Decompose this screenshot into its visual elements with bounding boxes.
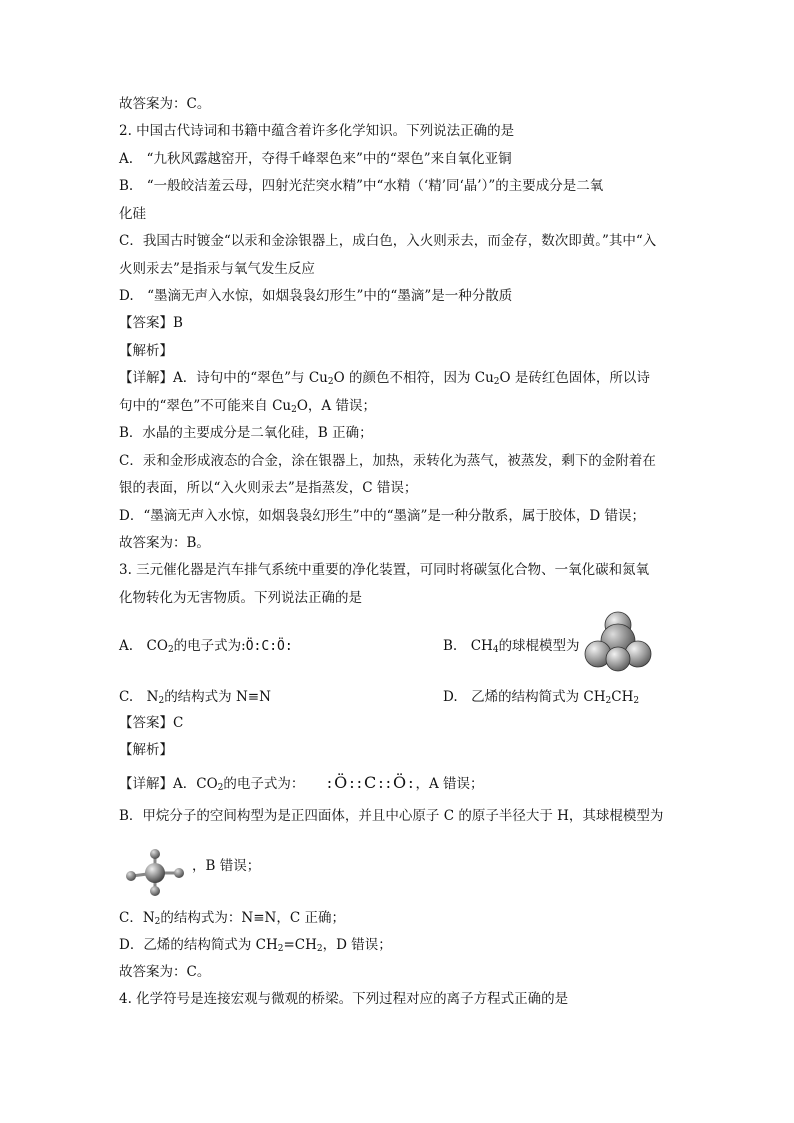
- q2-answer: 【答案】B: [119, 315, 183, 331]
- q2-option-d: D. “墨滴无声入水惊，如烟袅袅幻形生”中的“墨滴”是一种分散质: [119, 288, 513, 304]
- q2-detail-line5: 银的表面，所以“入火则汞去”是指蒸发，C 错误；: [119, 480, 418, 496]
- q2-detail-line2: 句中的“翠色”不可能来自 $Cu_2O$，A 错误；: [119, 398, 376, 415]
- q3-detail-line3: ，B 错误；: [192, 858, 261, 874]
- q2-detail-line6: D．“墨滴无声入水惊，如烟袅袅幻形生”中的“墨滴”是一种分散系，属于胶体，D 错误；: [119, 508, 646, 524]
- q3-answer-tail: 故答案为：C。: [119, 964, 211, 980]
- q3-answer: 【答案】C: [119, 715, 184, 731]
- co2-lewis-formula-large: :Ö::C::Ö:: [326, 773, 416, 792]
- q2-option-b-line2: 化硅: [119, 206, 146, 222]
- co2-lewis-formula-small: Ö:C:Ö:: [245, 639, 293, 654]
- q3-option-b: B. $CH_4$的球棍模型为: [443, 638, 580, 655]
- q2-option-c-line1: C．我国古时镀金“以汞和金涂银器上，成白色，入火则汞去，而金存，数次即黄。”其中“入: [119, 233, 657, 249]
- q4-stem: 4. 化学符号是连接宏观与微观的桥梁。下列过程对应的离子方程式正确的是: [119, 991, 569, 1007]
- q2-detail-line1: 【详解】A．诗句中的“翠色”与 $Cu_2O$ 的颜色不相符，因为 $Cu_2O$ 是砖红色固体，所以诗: [119, 370, 650, 387]
- q3-detail-line5: D．乙烯的结构简式为 $CH_2=CH_2$，D 错误；: [119, 937, 392, 954]
- q3-option-a: A. $CO_2$的电子式为:Ö:C:Ö:: [119, 638, 293, 655]
- q3-option-c: C. $N_2$的结构式为 N≡N: [119, 689, 271, 706]
- q2-detail-line4: C．汞和金形成液态的合金，涂在银器上，加热，汞转化为蒸气，被蒸发，剩下的金附着在: [119, 453, 656, 469]
- q3-stem-line1: 3. 三元催化器是汽车排气系统中重要的净化装置，可同时将碳氢化合物、一氧化碳和氮氧: [119, 562, 650, 578]
- ch4-ball-stick-model-image: [122, 848, 188, 898]
- q2-option-b-line1: B. “一般皎洁羞云母，四射光茫突水精”中“水精（‘精’同‘晶’）”的主要成分是二氧: [119, 178, 604, 194]
- q3-detail-line1: 【详解】A．$CO_2$的电子式为： :Ö::C::Ö:，A 错误；: [119, 773, 484, 793]
- q3-detail-line2: B．甲烷分子的空间构型为是正四面体，并且中心原子 C 的原子半径大于 H，其球棍模型为: [119, 808, 664, 824]
- q1-answer-tail: 故答案为：C。: [119, 96, 211, 112]
- q3-option-d: D. 乙烯的结构简式为 $CH_2CH_2$: [443, 689, 640, 706]
- q2-detail-line3: B．水晶的主要成分是二氧化硅，B 正确；: [119, 425, 373, 441]
- q3-stem-line2: 化物转化为无害物质。下列说法正确的是: [119, 590, 362, 606]
- q2-analysis-label: 【解析】: [119, 343, 173, 359]
- q3-analysis-label: 【解析】: [119, 742, 173, 758]
- q2-option-c-line2: 火则汞去”是指汞与氧气发生反应: [119, 261, 315, 277]
- q2-stem: 2. 中国古代诗词和书籍中蕴含着许多化学知识。下列说法正确的是: [119, 123, 515, 139]
- q2-answer-tail: 故答案为：B。: [119, 535, 210, 551]
- ch4-space-filling-model-image: [583, 611, 653, 673]
- q2-option-a: A. “九秋风露越窑开，夺得千峰翠色来”中的“翠色”来自氧化亚铜: [119, 151, 512, 167]
- q3-detail-line4: C．$N_2$的结构式为：N≡N，C 正确；: [119, 910, 345, 927]
